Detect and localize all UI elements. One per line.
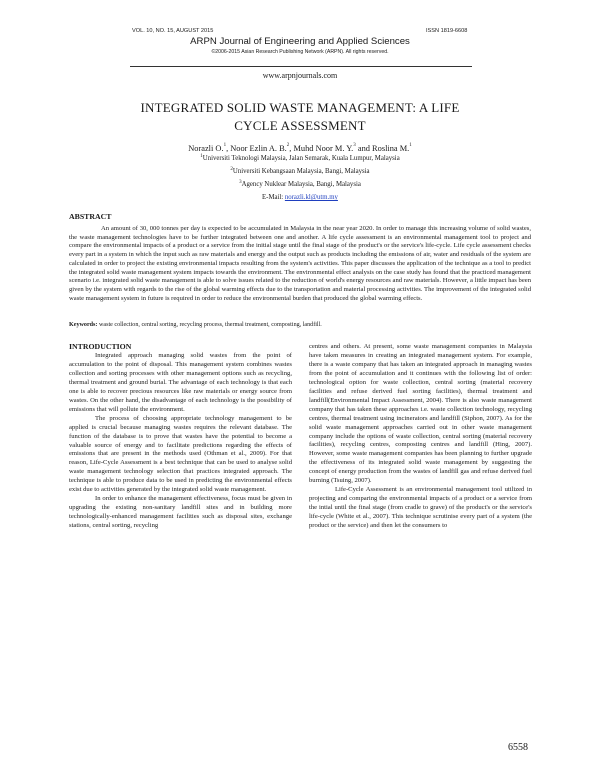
author-list — [0, 144, 600, 153]
author-affiliation-mark: 3 — [353, 143, 356, 148]
affiliation-text: Universiti Kebangsaan Malaysia, Bangi, Malaysia — [232, 168, 370, 175]
affiliation-line — [0, 155, 600, 162]
author-name: Norazli O. — [188, 144, 224, 153]
journal-name: ARPN Journal of Engineering and Applied Sciences — [190, 36, 410, 47]
affiliation-text: Universiti Teknologi Malaysia, Jalan Semarak, Kuala Lumpur, Malaysia — [202, 155, 400, 162]
affiliation-line — [0, 168, 600, 175]
author-affiliation-mark: 1 — [223, 143, 227, 148]
body-paragraph: The process of choosing appropriate technology management to be applied is crucial because managing wastes requires the relevant database. The function of the database is to prove that wastes have the potential to become a valuable source of energy and to facilitate predictions regarding the effects of emissions that are present in the methods used (Othman et al., 2009). For that reason, Life-Cycle Assessment is a best technique that can be used to analyse solid waste management technology selection that practices integrated approach. The technique is able to produce data to be used in predicting the environmental effects exist due to activities generated by the integrated solid waste management. — [69, 414, 292, 494]
page-number: 6558 — [508, 742, 528, 753]
author-name: Muhd Noor M. Y. — [293, 144, 354, 153]
affiliation-mark: 1 — [200, 154, 203, 159]
body-paragraph: Life-Cycle Assessment is an environmental management tool utilized in projecting and comparing the environmental impacts of a product or a service from the intial until the final stage (from cradle to grave) of the product's or the service's life-cycle (White et al., 2007). This technique scrutinise every part of a system (the product or the service) and then let the consumers to — [309, 486, 532, 530]
keywords-line — [69, 322, 531, 328]
author-separator: and — [355, 144, 373, 153]
affiliation-line — [0, 181, 600, 188]
copyright-line: ©2006-2015 Asian Research Publishing Network (ARPN). All rights reserved. — [211, 49, 389, 55]
body-paragraph: Integrated approach managing solid wastes from the point of accumulation to the point of disposal. This management system combines wastes collection and sorting processes with other management options such as recycling, thermal treatment and ground burial. The advantage of each technology is that each one is able to recover precious resources like raw materials or energy source from wastes. On the other hand, the disadvantage of each technology is the possibility of emissions that will pollute the environment. — [69, 352, 292, 413]
left-column — [69, 352, 292, 531]
header-rule — [130, 66, 472, 67]
introduction-heading: INTRODUCTION — [69, 342, 132, 351]
affiliation-mark: 3 — [239, 180, 242, 185]
body-paragraph: centres and others. At present, some waste management companies in Malaysia have taken measures in creating an integrated management system. For example, there is a waste company that has taken an integrated approach in managing wastes from the point of accumulation and it continues with the following list of order: technological option for waste collection, central sorting (material recovery facilities and refuse derived fuel sorting facilities), thermal treatment and landfill(Environmental Impact Assessment, 2004). There is also waste management company that has taken these approaches i.e. waste collection technology, recycling centres, thermal treatment using incinerators and landfill (Siphon, 2007). As for the solid waste management approaches carried out in other waste management company include the options of waste collection, central sorting (material recovery facilities), recycling centres, composting centres and landfill (Hing, 2007). However, some waste management companies has been planning to further upgrade the effectiveness of its integrated solid waste management by suggesting the concept of energy production from the wastes of landfill gas and refuse derived fuel burning (Tsuing, 2007). — [309, 343, 532, 485]
title-line-1: INTEGRATED SOLID WASTE MANAGEMENT: A LIFE — [140, 100, 460, 115]
title-line-2: CYCLE ASSESSMENT — [234, 118, 366, 133]
body-paragraph: In order to enhance the management effectiveness, focus must be given in upgrading the existing non-sanitary landfill sites and in building more technologically-enhanced management facilities such as disposal sites, exchange stations, central sorting, recycling — [69, 495, 292, 530]
author-separator: , — [226, 144, 231, 153]
issn: ISSN 1819-6608 — [426, 28, 468, 34]
right-column — [309, 343, 532, 531]
author-name: Roslina M. — [372, 144, 410, 153]
author-affiliation-mark: 1 — [409, 143, 412, 148]
volume-info: VOL. 10, NO. 15, AUGUST 2015 — [132, 28, 214, 34]
journal-website-link[interactable]: www.arpnjournals.com — [262, 71, 338, 80]
paper-title — [100, 99, 500, 135]
author-affiliation-mark: 2 — [286, 143, 290, 148]
keywords-text: waste collection, central sorting, recycling process, thermal treatment, composting, landfill. — [98, 322, 322, 328]
abstract-heading: ABSTRACT — [69, 212, 112, 221]
abstract-text: An amount of 30, 000 tonnes per day is expected to be accumulated in Malaysia in the near year 2020. In order to manage this increasing volume of solid wastes, the waste management technologies have to be further integrated between one and another. A life cycle assessment is an environmental management tool to project and compare the environmental impacts of a product or a service from the initial stage until the final stage of the product's or the service's life-cycle. Life cycle assessment checks every part in a system in which the input such as raw materials and energy and the output such as products including the emissions of air, water and residuals of the system are calculated in order to project the existing environmental impacts resulting from the system's activities. This paper discusses the application of the technique as a tool to predict the integrated solid waste management system impacts towards the environment. The environmental effect analysis on the case study has found that the practiced management scenario i.e. integrated solid waste management is able to solve issues related to the reduction of world's energy resources and raw materials. However, a little impact has been given by the system with regards to the rise of the global warming effects due to the transportation and material processing activities. The improvement of the integrated solid waste management system in future is required in order to reduce the environmental burden that produced the global warming effects. — [69, 225, 531, 302]
affiliation-text: Agency Nuklear Malaysia, Bangi, Malaysia — [241, 181, 361, 188]
author-name: Noor Ezlin A. B. — [230, 144, 287, 153]
email-link[interactable]: norazli.kl@utm.my — [284, 194, 338, 201]
affiliation-mark: 2 — [230, 167, 233, 172]
keywords-label: Keywords: — [69, 322, 98, 328]
author-separator: , — [289, 144, 294, 153]
email-label: E-Mail: — [262, 194, 285, 201]
email-line — [0, 194, 600, 201]
